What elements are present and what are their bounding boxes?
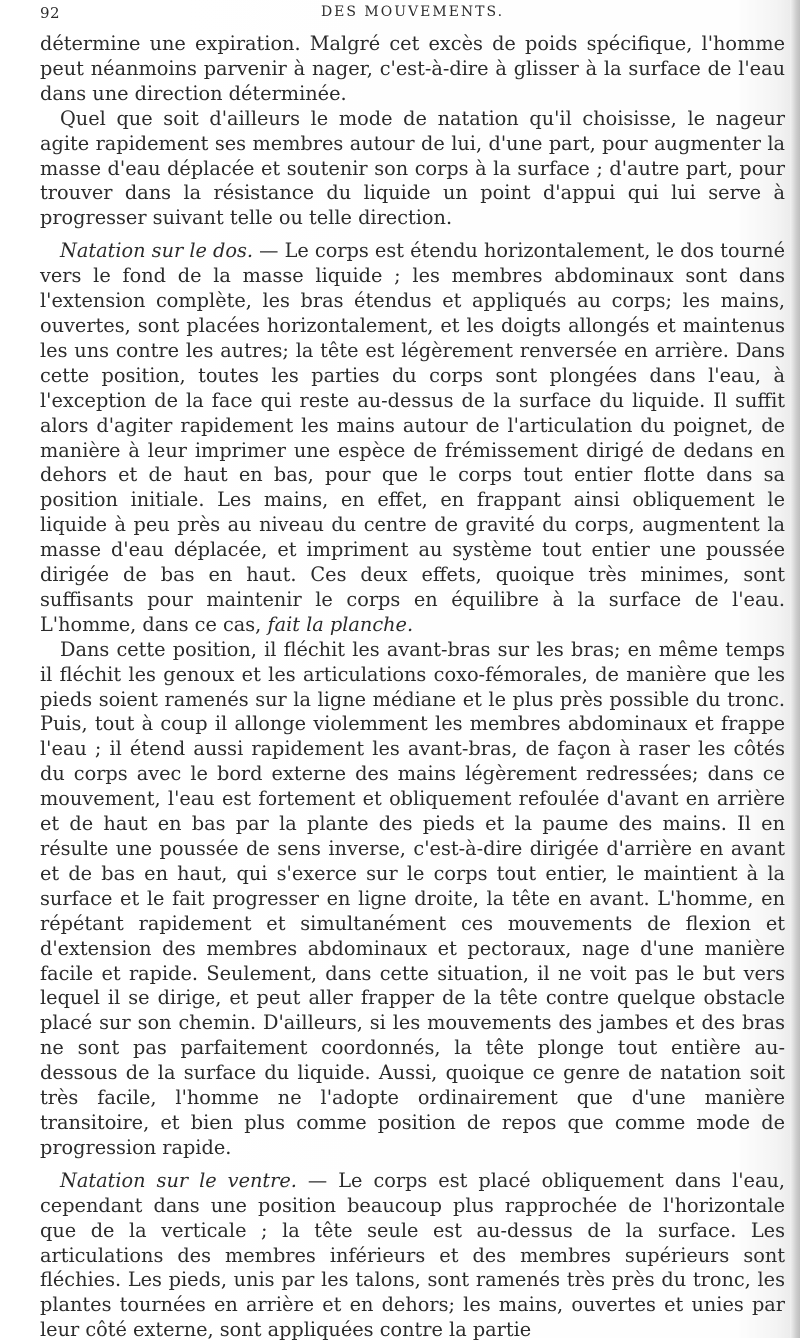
paragraph — [40, 32, 785, 107]
paragraph-text: — Le corps est placé obliquement dans l'eau, cependant dans une position beaucoup plus rapprochée de l'horizontale que de la verticale ; la tête seule est au-dessus de la surface. Les articulations des membres inférieurs et des membres supérieurs sont fléchies. Les pieds, unis par les talons, sont ramenés très près du tronc, les plantes tournées en arrière et en dehors; les mains, ouvertes et unies par leur côté externe, sont appliquées contre la partie — [40, 1168, 785, 1342]
section-heading-front-swimming: Natation sur le ventre. — [60, 1168, 297, 1192]
page-edge-shadow — [790, 0, 800, 1338]
italic-term: fait la planche. — [267, 612, 414, 636]
body-text — [40, 32, 785, 1343]
page-number: 92 — [40, 4, 61, 22]
paragraph-text: détermine une expiration. Malgré cet excès de poids spécifique, l'homme peut néanmoins parvenir à nager, c'est-à-dire à glisser à la surface de l'eau dans une direction déterminée. — [40, 32, 785, 105]
paragraph — [40, 638, 785, 1161]
page-header — [40, 4, 785, 28]
paragraph — [40, 1169, 785, 1343]
paragraph-text: Quel que soit d'ailleurs le mode de natation qu'il choisisse, le nageur agite rapidement ses membres autour de lui, d'une part, pour augmenter la masse d'eau déplacée et soutenir son corps à la surface ; d'autre part, pour trouver dans la résistance du liquide un point d'appui qui lui serve à progresser suivant telle ou telle direction. — [40, 106, 785, 230]
running-head: DES MOUVEMENTS. — [320, 4, 505, 20]
paragraph-text: Dans cette position, il fléchit les avant-bras sur les bras; en même temps il fléchit les genoux et les articulations coxo-fémorales, de manière que les pieds soient ramenés sur la ligne médiane et le plus près possible du tronc. Puis, tout à coup il allonge violemment les membres abdominaux et frappe l'eau ; il étend aussi rapidement les avant-bras, de façon à raser les côtés du corps avec le bord externe des mains légèrement redressées; dans ce mouvement, l'eau est fortement et obliquement refoulée d'avant en arrière et de haut en bas par la plante des pieds et la paume des mains. Il en résulte une poussée de sens inverse, c'est-à-dire dirigée d'arrière en avant et de bas en haut, qui s'exerce sur le corps tout entier, le maintient à la surface et le fait progresser en ligne droite, la tête en avant. L'homme, en répétant rapidement et simultanément ces mouvements de flexion et d'extension des membres abdominaux et pectoraux, nage d'une manière facile et rapide. Seulement, dans cette situation, il ne voit pas le but vers lequel il se dirige, et peut aller frapper de la tête contre quelque obstacle placé sur son chemin. D'ailleurs, si les mouvements des jambes et des bras ne sont pas parfaitement coordonnés, la tête plonge tout entière au-dessous de la surface du liquide. Aussi, quoique ce genre de natation soit très facile, l'homme ne l'adopte ordinairement que d'une manière transitoire, et bien plus comme position de repos que comme mode de progression rapide. — [40, 637, 785, 1159]
paragraph-text: — Le corps est étendu horizontalement, le dos tourné vers le fond de la masse liquide ; les membres abdominaux sont dans l'extension complète, les bras étendus et appliqués au corps; les mains, ouvertes, sont placées horizontalement, et les doigts allongés et maintenus les uns contre les autres; la tête est légèrement renversée en arrière. Dans cette position, toutes les parties du corps sont plongées dans l'eau, à l'exception de la face qui reste au-dessus de la surface du liquide. Il suffit alors d'agiter rapidement les mains autour de l'articulation du poignet, de manière à leur imprimer une espèce de frémissement dirigé de dedans en dehors et de haut en bas, pour que le corps tout entier flotte dans sa position initiale. Les mains, en effet, en frappant ainsi obliquement le liquide à peu près au niveau du centre de gravité du corps, augmentent la masse d'eau déplacée, et impriment au système tout entier une poussée dirigée de bas en haut. Ces deux effets, quoique très minimes, sont suffisants pour maintenir le corps en équilibre à la surface de l'eau. L'homme, dans ce cas, — [40, 239, 785, 636]
section-heading-back-swimming: Natation sur le dos. — [60, 239, 254, 263]
paragraph — [40, 239, 785, 638]
paragraph — [40, 107, 785, 232]
